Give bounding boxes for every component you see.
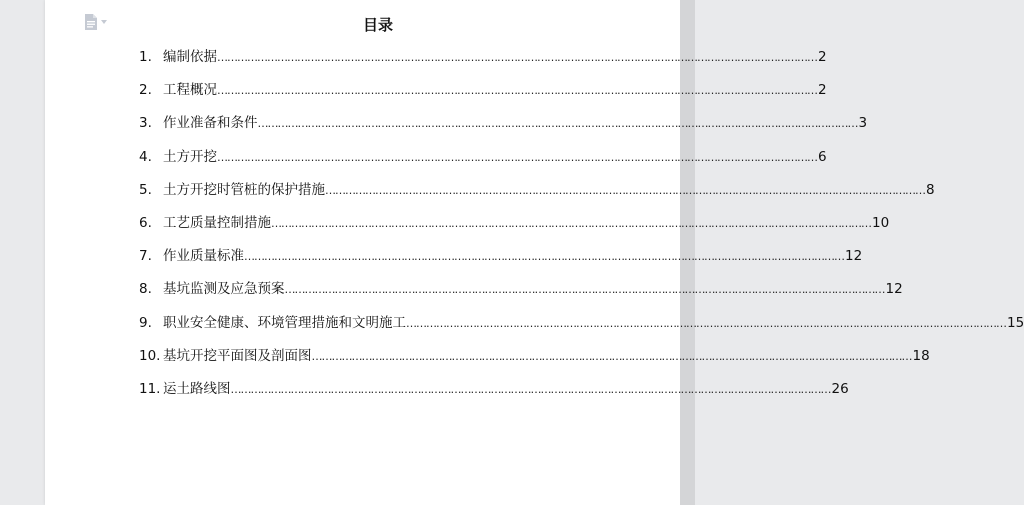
toc-leader-dots: ………………………………………………………………………………………………………………………………………………………………: [325, 183, 925, 197]
toc-leader-dots: ………………………………………………………………………………………………………………………………………………………………: [217, 84, 817, 98]
toc-entry[interactable]: [139, 178, 935, 211]
toc-entry[interactable]: [139, 311, 1024, 344]
toc-entry-page-number: 18: [912, 347, 930, 364]
toc-leader-dots: ………………………………………………………………………………………………………………………………………………………………: [230, 382, 831, 396]
toc-entry-page-number: 12: [845, 248, 863, 265]
toc-entry-label: 作业质量标准: [163, 248, 244, 265]
toc-leader-dots: ………………………………………………………………………………………………………………………………………………………………: [217, 150, 817, 164]
toc-leader-dots: ………………………………………………………………………………………………………………………………………………………………: [257, 117, 858, 131]
toc-entry-label: 基坑监测及应急预案: [163, 281, 285, 298]
toc-entry-number: 11.: [139, 380, 161, 397]
toc-entry-number: 6.: [139, 214, 152, 231]
toc-entry[interactable]: [139, 211, 890, 244]
toc-entry[interactable]: [139, 244, 863, 277]
toc-entry-number: 1.: [139, 49, 152, 65]
page-menu-button[interactable]: [84, 13, 110, 31]
toc-entry-number: 4.: [139, 148, 152, 165]
caret-down-icon: [101, 20, 107, 24]
toc-entry-page-number: 26: [831, 380, 849, 397]
toc-leader-dots: ………………………………………………………………………………………………………………………………………………………………: [271, 216, 871, 230]
toc-entry-number: 2.: [139, 82, 152, 99]
toc-entry-label: 土方开挖: [163, 148, 217, 165]
toc-entry-number: 10.: [139, 347, 161, 364]
toc-entry-number: 9.: [139, 314, 152, 331]
toc-entry-number: 8.: [139, 281, 152, 298]
toc-entry-page-number: 6: [818, 148, 827, 165]
page-title: 目录: [362, 16, 393, 34]
toc-entry-page-number: 15: [1007, 314, 1024, 331]
toc-entry-label: 土方开挖时管桩的保护措施: [163, 181, 325, 198]
toc-entry-label: 编制依据: [163, 49, 217, 65]
toc-leader-dots: ………………………………………………………………………………………………………………………………………………………………: [244, 250, 844, 264]
toc-entry-label: 作业准备和条件: [163, 115, 258, 132]
toc-entry-number: 5.: [139, 181, 152, 198]
toc-entry[interactable]: [139, 45, 827, 78]
table-of-contents: [139, 45, 1024, 410]
toc-entry[interactable]: [139, 78, 827, 111]
toc-entry[interactable]: [139, 145, 827, 178]
toc-entry-label: 运土路线图: [163, 380, 231, 397]
toc-entry-label: 职业安全健康、环境管理措施和文明施工: [163, 314, 406, 331]
toc-leader-dots: ………………………………………………………………………………………………………………………………………………………………: [217, 51, 817, 64]
toc-entry-label: 工程概况: [163, 82, 217, 99]
toc-entry-page-number: 12: [885, 281, 903, 298]
toc-entry-number: 7.: [139, 248, 152, 265]
toc-entry[interactable]: [139, 111, 868, 144]
toc-entry[interactable]: [139, 344, 930, 377]
toc-entry-page-number: 10: [872, 214, 890, 231]
toc-entry-page-number: 2: [818, 82, 827, 99]
toc-entry-page-number: 8: [926, 181, 935, 198]
toc-entry-number: 3.: [139, 115, 152, 132]
toc-entry-label: 基坑开挖平面图及剖面图: [163, 347, 312, 364]
toc-entry-page-number: 3: [858, 115, 868, 132]
toc-entry-page-number: 2: [818, 49, 827, 65]
toc-entry-label: 工艺质量控制措施: [163, 214, 271, 231]
toc-entry[interactable]: [139, 377, 849, 410]
toc-leader-dots: ………………………………………………………………………………………………………………………………………………………………: [284, 283, 885, 297]
toc-leader-dots: ………………………………………………………………………………………………………………………………………………………………: [406, 316, 1006, 330]
toc-leader-dots: ………………………………………………………………………………………………………………………………………………………………: [311, 349, 912, 363]
document-icon: [84, 14, 98, 30]
toc-entry[interactable]: [139, 277, 903, 310]
